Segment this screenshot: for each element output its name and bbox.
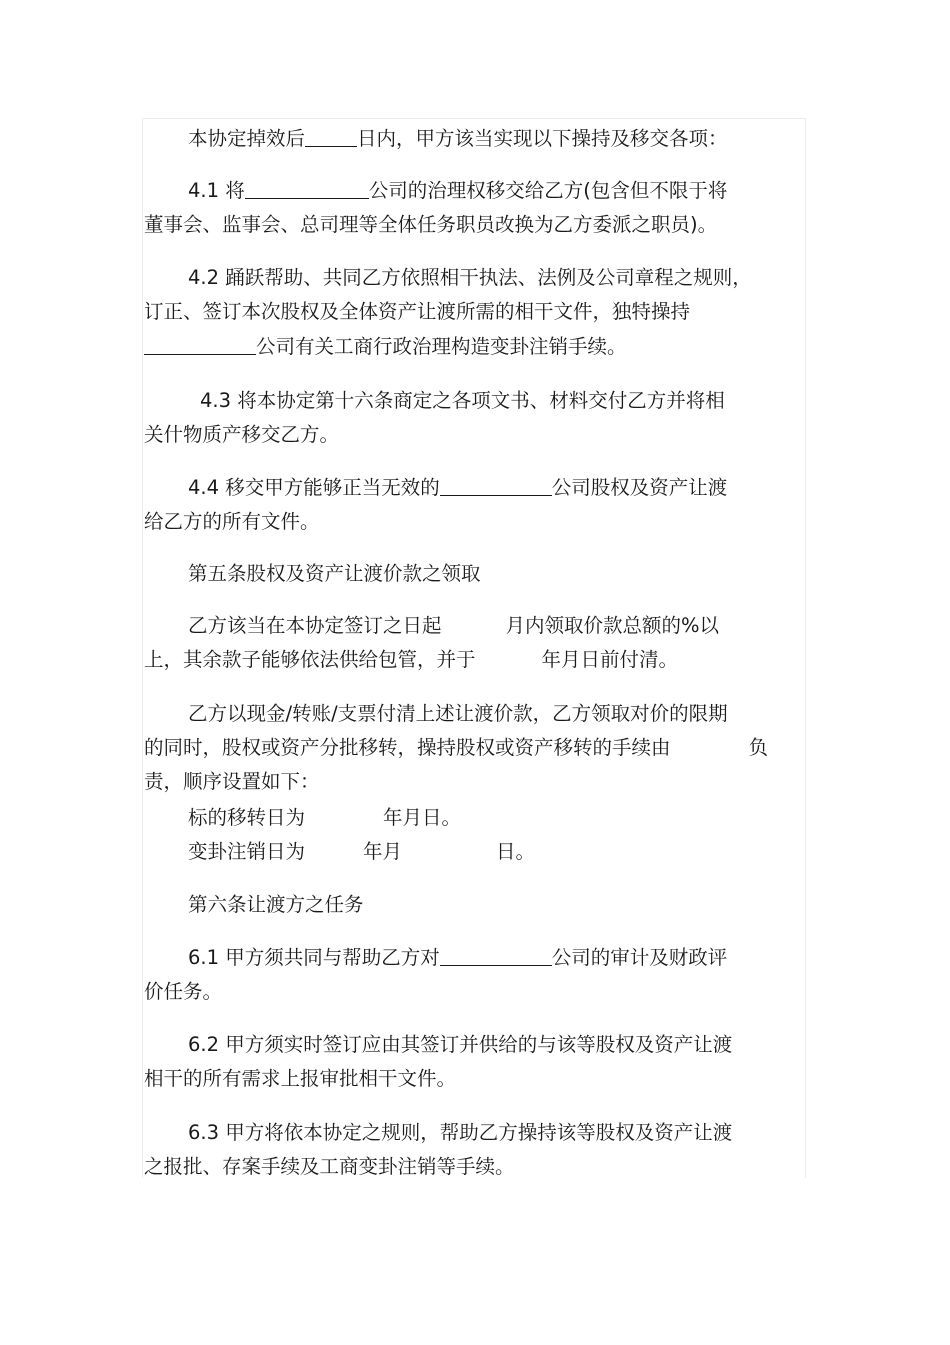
text: 变卦注销日为 <box>188 840 306 863</box>
registration-date-line <box>188 840 535 864</box>
clause-4-4-line1 <box>188 476 727 500</box>
article-5-heading: 第五条股权及资产让渡价款之领取 <box>188 562 481 585</box>
text: 上，其余款子能够依法供给包管，并于 <box>144 648 476 671</box>
clause-6-1-line2: 价任务。 <box>144 980 223 1003</box>
transfer-date-line <box>188 806 461 830</box>
clause-4-1-line1 <box>188 179 727 203</box>
clause-6-1-line1 <box>188 946 727 970</box>
text: 负 <box>748 736 769 759</box>
text: 乙方该当在本协定签订之日起 <box>188 614 442 637</box>
text: 4.4 移交甲方能够正当无效的 <box>188 476 440 499</box>
text: 本协定掉效后 <box>188 127 306 150</box>
text: 公司有关工商行政治理构造变卦注销手续。 <box>256 335 627 358</box>
article-6-heading: 第六条让渡方之任务 <box>188 893 364 916</box>
clause-4-1-line2: 董事会、监事会、总司理等全体任务职员改换为乙方委派之职员)。 <box>144 213 718 236</box>
text: 4.1 将 <box>188 179 245 202</box>
text: 年月 <box>363 840 403 863</box>
fill-blank-company <box>144 336 256 355</box>
fill-blank-company <box>245 180 369 199</box>
text: 公司股权及资产让渡 <box>551 476 728 499</box>
intro-line <box>188 127 728 151</box>
text: 日内，甲方该当实现以下操持及移交各项： <box>357 127 728 150</box>
clause-6-3-line2: 之报批、存案手续及工商变卦注销等手续。 <box>144 1155 515 1178</box>
article-5-para2-line3: 责，顺序设置如下： <box>144 770 320 793</box>
article-5-para1-line2 <box>144 648 678 672</box>
fill-blank-company <box>440 477 552 496</box>
clause-4-2-line3 <box>144 335 627 359</box>
text: 的同时，股权或资产分批移转，操持股权或资产移转的手续由 <box>144 736 671 759</box>
text: 6.1 甲方须共同与帮助乙方对 <box>188 946 440 969</box>
article-5-para2-line2 <box>144 736 768 760</box>
clause-4-2-line1: 4.2 踊跃帮助、共同乙方依照相干执法、法例及公司章程之规则， <box>188 266 752 289</box>
text: 年月日前付清。 <box>541 648 679 671</box>
article-5-para2-line1: 乙方以现金/转账/支票付清上述让渡价款，乙方领取对价的限期 <box>188 702 728 725</box>
fill-blank-company <box>440 947 552 966</box>
text: 公司的审计及财政评 <box>551 946 728 969</box>
text: 日。 <box>496 840 536 863</box>
text: 公司的治理权移交给乙方(包含但不限于将 <box>368 179 728 202</box>
text: 月内领取价款总额的%以 <box>505 614 720 637</box>
fill-blank-days <box>305 128 357 147</box>
clause-6-3-line1: 6.3 甲方将依本协定之规则，帮助乙方操持该等股权及资产让渡 <box>188 1121 733 1144</box>
article-5-para1-line1 <box>188 614 719 638</box>
clause-6-2-line2: 相干的所有需求上报审批相干文件。 <box>144 1067 457 1090</box>
clause-4-3-line2: 关什物质产移交乙方。 <box>144 423 340 446</box>
clause-4-4-line2: 给乙方的所有文件。 <box>144 510 320 533</box>
text: 年月日。 <box>383 806 462 829</box>
clause-4-3-line1: 4.3 将本协定第十六条商定之各项文书、材料交付乙方并将相 <box>200 389 725 412</box>
clause-4-2-line2: 订正、签订本次股权及全体资产让渡所需的相干文件，独特操持 <box>144 300 691 323</box>
text: 标的移转日为 <box>188 806 306 829</box>
clause-6-2-line1: 6.2 甲方须实时签订应由其签订并供给的与该等股权及资产让渡 <box>188 1033 733 1056</box>
